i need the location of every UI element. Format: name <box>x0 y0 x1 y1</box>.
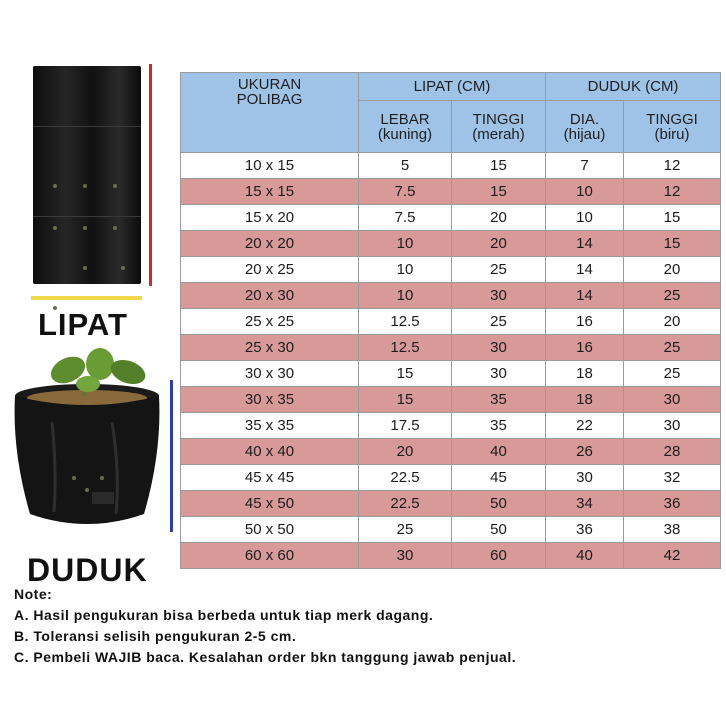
flat-width-header: LEBAR (kuning) <box>359 101 452 153</box>
size-cell: 20 x 20 <box>181 231 359 257</box>
standing-height-cell: 12 <box>624 153 721 179</box>
standing-height-cell: 20 <box>624 257 721 283</box>
flat-width-cell: 12.5 <box>359 335 452 361</box>
table-row <box>181 465 721 491</box>
flat-height-cell: 35 <box>452 413 546 439</box>
table-row <box>181 283 721 309</box>
size-cell: 25 x 25 <box>181 309 359 335</box>
bag-fold-line <box>33 126 141 127</box>
standing-height-cell: 30 <box>624 387 721 413</box>
flat-height-cell: 20 <box>452 231 546 257</box>
standing-height-cell: 30 <box>624 413 721 439</box>
standing-polybag-image <box>12 382 162 530</box>
size-cell: 20 x 30 <box>181 283 359 309</box>
table-row <box>181 517 721 543</box>
flat-width-cell: 7.5 <box>359 179 452 205</box>
note-item: A. Hasil pengukuran bisa berbeda untuk tiap merk dagang. <box>14 607 434 623</box>
size-cell: 30 x 35 <box>181 387 359 413</box>
size-header-line2: POLIBAG <box>236 91 303 108</box>
flat-width-cell: 10 <box>359 231 452 257</box>
diameter-cell: 18 <box>546 387 624 413</box>
drain-hole <box>83 226 87 230</box>
standing-height-cell: 20 <box>624 309 721 335</box>
flat-height-cell: 50 <box>452 517 546 543</box>
table-row <box>181 257 721 283</box>
drain-hole <box>113 184 117 188</box>
diameter-cell: 16 <box>546 335 624 361</box>
diameter-cell: 30 <box>546 465 624 491</box>
flat-width-cell: 22.5 <box>359 465 452 491</box>
note-item: C. Pembeli WAJIB baca. Kesalahan order bkn tanggung jawab penjual. <box>14 649 517 665</box>
table-row <box>181 439 721 465</box>
flat-width-marker <box>31 296 142 300</box>
standing-label: DUDUK <box>27 552 148 588</box>
table-row <box>181 387 721 413</box>
standing-height-cell: 25 <box>624 283 721 309</box>
flat-height-cell: 15 <box>452 153 546 179</box>
flat-width-cell: 20 <box>359 439 452 465</box>
diameter-cell: 34 <box>546 491 624 517</box>
flat-polybag-image <box>33 66 141 284</box>
flat-height-cell: 30 <box>452 283 546 309</box>
drain-hole <box>83 266 87 270</box>
size-cell: 50 x 50 <box>181 517 359 543</box>
flat-height-cell: 30 <box>452 361 546 387</box>
diameter-cell: 10 <box>546 205 624 231</box>
flat-height-cell: 25 <box>452 309 546 335</box>
diameter-cell: 10 <box>546 179 624 205</box>
size-cell: 60 x 60 <box>181 543 359 569</box>
flat-group-header: LIPAT (CM) <box>359 73 546 101</box>
standing-height-header: TINGGI (biru) <box>624 101 721 153</box>
table-row <box>181 491 721 517</box>
notes-title: Note: <box>14 586 53 602</box>
size-cell: 45 x 45 <box>181 465 359 491</box>
diameter-cell: 40 <box>546 543 624 569</box>
standing-height-cell: 42 <box>624 543 721 569</box>
flat-height-cell: 20 <box>452 205 546 231</box>
table-row <box>181 309 721 335</box>
table-row <box>181 153 721 179</box>
flat-height-cell: 60 <box>452 543 546 569</box>
standing-height-marker <box>170 380 173 532</box>
size-header-line1: UKURAN <box>237 76 302 93</box>
table-row <box>181 205 721 231</box>
diameter-cell: 16 <box>546 309 624 335</box>
flat-height-marker <box>149 64 152 286</box>
flat-height-cell: 15 <box>452 179 546 205</box>
standing-group-header: DUDUK (CM) <box>546 73 721 101</box>
size-column-header <box>181 73 359 153</box>
size-cell: 35 x 35 <box>181 413 359 439</box>
standing-height-cell: 28 <box>624 439 721 465</box>
standing-height-cell: 32 <box>624 465 721 491</box>
flat-width-cell: 7.5 <box>359 205 452 231</box>
size-cell: 45 x 50 <box>181 491 359 517</box>
drain-hole <box>113 226 117 230</box>
standing-height-cell: 15 <box>624 205 721 231</box>
table-row <box>181 413 721 439</box>
flat-width-cell: 17.5 <box>359 413 452 439</box>
flat-width-cell: 12.5 <box>359 309 452 335</box>
size-cell: 40 x 40 <box>181 439 359 465</box>
standing-height-cell: 25 <box>624 335 721 361</box>
standing-height-cell: 15 <box>624 231 721 257</box>
bag-fold-line <box>33 216 141 217</box>
size-cell: 10 x 15 <box>181 153 359 179</box>
flat-height-header: TINGGI (merah) <box>452 101 546 153</box>
diameter-cell: 26 <box>546 439 624 465</box>
table-row <box>181 543 721 569</box>
flat-label: LIPAT <box>38 307 128 342</box>
size-cell: 15 x 20 <box>181 205 359 231</box>
flat-width-cell: 25 <box>359 517 452 543</box>
drain-hole <box>83 184 87 188</box>
standing-height-cell: 12 <box>624 179 721 205</box>
flat-width-cell: 15 <box>359 361 452 387</box>
flat-height-cell: 30 <box>452 335 546 361</box>
diameter-cell: 22 <box>546 413 624 439</box>
flat-height-cell: 35 <box>452 387 546 413</box>
standing-height-cell: 36 <box>624 491 721 517</box>
standing-height-cell: 25 <box>624 361 721 387</box>
note-item: B. Toleransi selisih pengukuran 2-5 cm. <box>14 628 297 644</box>
table-row <box>181 335 721 361</box>
drain-hole <box>53 184 57 188</box>
flat-height-cell: 25 <box>452 257 546 283</box>
plant-leaves-image <box>38 344 158 400</box>
flat-height-cell: 45 <box>452 465 546 491</box>
diameter-cell: 7 <box>546 153 624 179</box>
standing-diameter-header: DIA. (hijau) <box>546 101 624 153</box>
table-row <box>181 361 721 387</box>
flat-width-cell: 10 <box>359 283 452 309</box>
size-cell: 20 x 25 <box>181 257 359 283</box>
size-cell: 30 x 30 <box>181 361 359 387</box>
diameter-cell: 14 <box>546 257 624 283</box>
flat-width-cell: 5 <box>359 153 452 179</box>
flat-width-cell: 15 <box>359 387 452 413</box>
standing-height-cell: 38 <box>624 517 721 543</box>
diameter-cell: 18 <box>546 361 624 387</box>
flat-width-cell: 30 <box>359 543 452 569</box>
notes-section <box>14 584 516 668</box>
size-cell: 15 x 15 <box>181 179 359 205</box>
flat-height-cell: 50 <box>452 491 546 517</box>
drain-hole <box>121 266 125 270</box>
diameter-cell: 14 <box>546 283 624 309</box>
flat-width-cell: 22.5 <box>359 491 452 517</box>
diameter-cell: 14 <box>546 231 624 257</box>
diameter-cell: 36 <box>546 517 624 543</box>
table-row <box>181 231 721 257</box>
drain-hole <box>53 226 57 230</box>
flat-height-cell: 40 <box>452 439 546 465</box>
flat-width-cell: 10 <box>359 257 452 283</box>
size-cell: 25 x 30 <box>181 335 359 361</box>
table-row <box>181 179 721 205</box>
polybag-size-table <box>180 72 721 569</box>
